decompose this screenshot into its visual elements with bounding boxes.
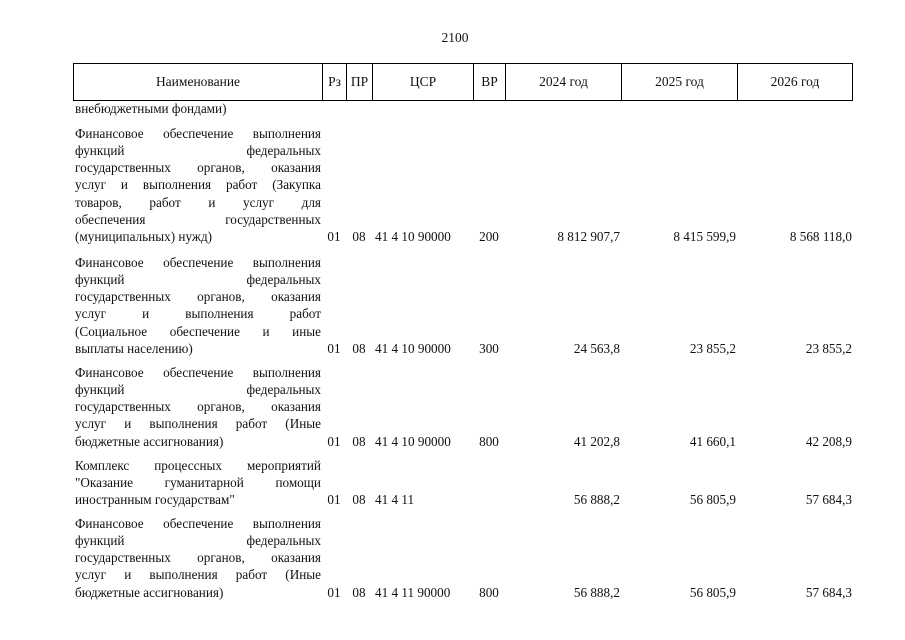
row-values (0, 584, 905, 601)
header-2024: 2024 год (506, 64, 622, 100)
cell-2026: 57 684,3 (805, 492, 852, 508)
row-values (0, 491, 905, 508)
cell-2026: 23 855,2 (805, 341, 852, 356)
row-name-line: "Оказание гуманитарной помощи (75, 474, 321, 490)
row-name-line: (муниципальных) нужд) (75, 229, 213, 245)
row-name-line: услуг и выполнения работ (Иные (75, 567, 321, 583)
table-row (0, 515, 905, 600)
cell-pr: 08 (352, 584, 366, 600)
cell-vr: 800 (479, 584, 499, 600)
cell-2025: 56 805,9 (689, 584, 736, 600)
cell-2024: 56 888,2 (573, 492, 620, 508)
cell-csr: 41 4 10 90000 (375, 433, 451, 449)
header-vr: ВР (474, 64, 506, 100)
header-pr: ПР (347, 64, 373, 100)
cell-2026: 57 684,3 (805, 584, 852, 600)
row-name-line: Финансовое обеспечение выполнения (75, 254, 321, 270)
row-name-line: обеспечения государственных (75, 211, 321, 227)
row-name-line: функций федеральных (75, 381, 321, 397)
page-number: 2100 (441, 30, 469, 45)
cell-rz: 01 (327, 229, 341, 245)
table-row (0, 364, 905, 449)
cell-pr: 08 (352, 433, 366, 449)
cell-2024: 24 563,8 (573, 341, 620, 356)
table-row (0, 125, 905, 245)
row-name-line: Финансовое обеспечение выполнения (75, 364, 321, 380)
row-name-line: Финансовое обеспечение выполнения (75, 125, 321, 141)
row-name-line: функций федеральных (75, 271, 321, 287)
header-name: Наименование (74, 64, 323, 100)
row-name-line: Финансовое обеспечение выполнения (75, 515, 321, 531)
row-name-line: государственных органов, оказания (75, 160, 321, 176)
cell-rz: 01 (327, 433, 341, 449)
cell-rz: 01 (327, 341, 341, 356)
cell-csr: 41 4 11 (375, 492, 415, 508)
header-2026: 2026 год (770, 74, 820, 89)
cell-vr: 200 (479, 229, 499, 245)
row-name-line: (Социальное обеспечение и иные (75, 323, 321, 339)
cell-2025: 41 660,1 (689, 433, 736, 449)
cell-csr: 41 4 10 90000 (375, 229, 451, 245)
row-name-line: государственных органов, оказания (75, 550, 321, 566)
cell-2025: 23 855,2 (689, 341, 736, 356)
header-rz: Рз (323, 64, 347, 100)
row-name-line: государственных органов, оказания (75, 289, 321, 305)
row-name-line: иностранным государствам" (75, 492, 235, 508)
cell-rz: 01 (327, 492, 341, 508)
table-row (0, 457, 905, 508)
cell-pr: 08 (352, 492, 366, 508)
row-name-line: функций федеральных (75, 142, 321, 158)
cell-pr: 08 (352, 341, 366, 356)
header-csr: ЦСР (373, 64, 474, 100)
row-name-line: товаров, работ и услуг для (75, 194, 321, 210)
row-values (0, 433, 905, 450)
row-values (0, 228, 905, 245)
cell-vr: 800 (479, 433, 499, 449)
row-values (0, 340, 905, 357)
row-name-line: услуг и выполнения работ (Закупка (75, 177, 321, 193)
table-row (0, 100, 905, 116)
cell-2024: 8 812 907,7 (557, 229, 620, 245)
cell-2024: 41 202,8 (573, 433, 620, 449)
row-name-line: государственных органов, оказания (75, 399, 321, 415)
table-row (0, 254, 905, 356)
cell-2025: 56 805,9 (689, 492, 736, 508)
cell-pr: 08 (352, 229, 366, 245)
budget-table-header (73, 63, 853, 101)
cell-2024: 56 888,2 (573, 584, 620, 600)
cell-csr: 41 4 10 90000 (375, 341, 451, 356)
row-name-line: Комплекс процессных мероприятий (75, 457, 321, 473)
cell-rz: 01 (327, 584, 341, 600)
cell-2026: 42 208,9 (805, 433, 852, 449)
header-2025: 2025 год (622, 64, 738, 100)
row-name-line: внебюджетными фондами) (75, 100, 227, 116)
row-name-line: функций федеральных (75, 532, 321, 548)
row-name-line: бюджетные ассигнования) (75, 584, 224, 600)
row-name-line: выплаты населению) (75, 340, 193, 356)
cell-vr: 300 (479, 341, 499, 356)
row-name-line: бюджетные ассигнования) (75, 433, 224, 449)
row-name (75, 100, 321, 117)
cell-csr: 41 4 11 90000 (375, 584, 451, 600)
cell-2025: 8 415 599,9 (673, 229, 736, 245)
cell-2026: 8 568 118,0 (789, 229, 852, 245)
row-name-line: услуг и выполнения работ (75, 306, 321, 322)
row-name-line: услуг и выполнения работ (Иные (75, 416, 321, 432)
